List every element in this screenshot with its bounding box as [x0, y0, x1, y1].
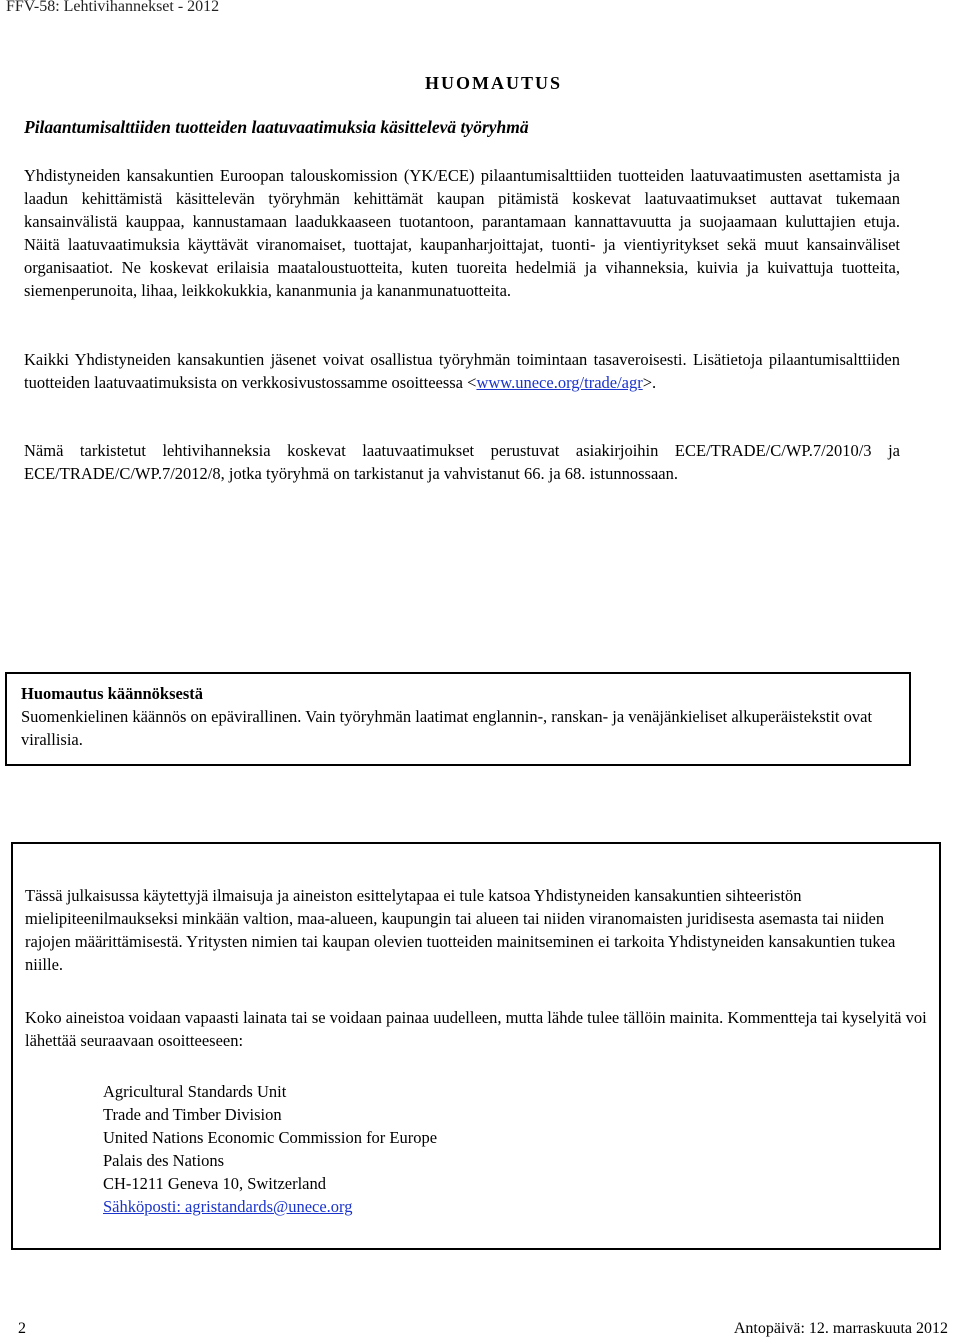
- unece-website-link[interactable]: www.unece.org/trade/agr: [476, 373, 643, 392]
- translation-note-title: Huomautus käännöksestä: [21, 684, 204, 703]
- address-line: CH-1211 Geneva 10, Switzerland: [103, 1174, 326, 1193]
- notice-paragraph-3: Nämä tarkistetut lehtivihanneksia koskevat laatuvaatimukset perustuvat asiakirjoihin ECE/TRADE/C/WP.7/2010/3 ja ECE/TRADE/C/WP.7/2012/8, jotka työryhmä on tarkistanut ja vahvistanut 66. ja 68. istunnossaan.: [24, 441, 900, 483]
- disclaimer-paragraph-2: Koko aineistoa voidaan vapaasti lainata tai se voidaan painaa uudelleen, mutta lähde tulee tällöin mainita. Kommentteja tai kyselyitä voi lähettää seuraavaan osoitteeseen:: [25, 1008, 927, 1050]
- address-line: Agricultural Standards Unit: [103, 1082, 287, 1101]
- address-line: United Nations Economic Commission for Europe: [103, 1128, 438, 1147]
- disclaimer-box: [11, 842, 941, 1250]
- translation-note-text: Suomenkielinen käännös on epävirallinen. Vain työryhmän laatimat englannin-, ranskan- ja venäjänkieliset alkuperäistekstit ovat virallisia.: [21, 707, 873, 749]
- disclaimer-paragraph-1: Tässä julkaisussa käytettyjä ilmaisuja ja aineiston esittelytapaa ei tule katsoa Yhdistyneiden kansakuntien sihteeristön mielipiteenilmaukseksi minkään valtion, maa-alueen, kaupungin tai alueen tai niiden viranomaisten juridisesta asemasta tai niiden rajojen määrittämisestä. Yritysten nimien tai kaupan olevien tuotteiden mainitseminen ei tarkoita Yhdistyneiden kansakuntien tukea niille.: [25, 886, 896, 974]
- paragraph-2-text: Kaikki Yhdistyneiden kansakuntien jäsenet voivat osallistua työryhmän toimintaan tasaveroisesti. Lisätietoja pilaantumisalttiiden tuotteiden laatuvaatimuksista on verkkosivustossamme osoitteessa <: [24, 350, 900, 392]
- running-header: FFV-58: Lehtivihannekset - 2012: [6, 0, 220, 15]
- notice-paragraph-2: [24, 348, 900, 394]
- notice-paragraph-1: Yhdistyneiden kansakuntien Euroopan talouskomission (YK/ECE) pilaantumisalttiiden tuotteiden laatuvaatimusten asettamista ja laadun kehittämistä käsittelevän työryhmän kehittämät kaupan pitämistä koskevat laatuvaatimukset auttavat tukemaan kansainvälistä kauppaa, kannustamaan laadukkaaseen tuotantoon, parantamaan kannattavuutta ja suojaamaan kuluttajien etuja. Näitä laatuvaatimuksia käyttävät viranomaiset, tuottajat, kaupanharjoittajat, tuonti- ja vientiyritykset sekä muut kansainväliset organisaatiot. Ne koskevat erilaisia maataloustuotteita, kuten tuoreita hedelmiä ja vihanneksia, kuivia ja kuivattuja tuotteita, siemenperunoita, lihaa, leikkokukkia, kananmunia ja kananmunatuotteita.: [24, 166, 900, 300]
- address-line: Palais des Nations: [103, 1151, 224, 1170]
- issue-date: Antopäivä: 12. marraskuuta 2012: [733, 1320, 948, 1337]
- contact-address: [103, 1080, 927, 1218]
- address-line: Trade and Timber Division: [103, 1105, 282, 1124]
- section-title: Pilaantumisalttiiden tuotteiden laatuvaatimuksia käsittelevä työryhmä: [24, 117, 529, 137]
- translation-note-box: [5, 672, 911, 766]
- notice-title: HUOMAUTUS: [424, 73, 562, 93]
- page-number: 2: [18, 1320, 26, 1337]
- paragraph-2-end: >.: [642, 373, 657, 392]
- email-link[interactable]: Sähköposti: agristandards@unece.org: [103, 1197, 353, 1216]
